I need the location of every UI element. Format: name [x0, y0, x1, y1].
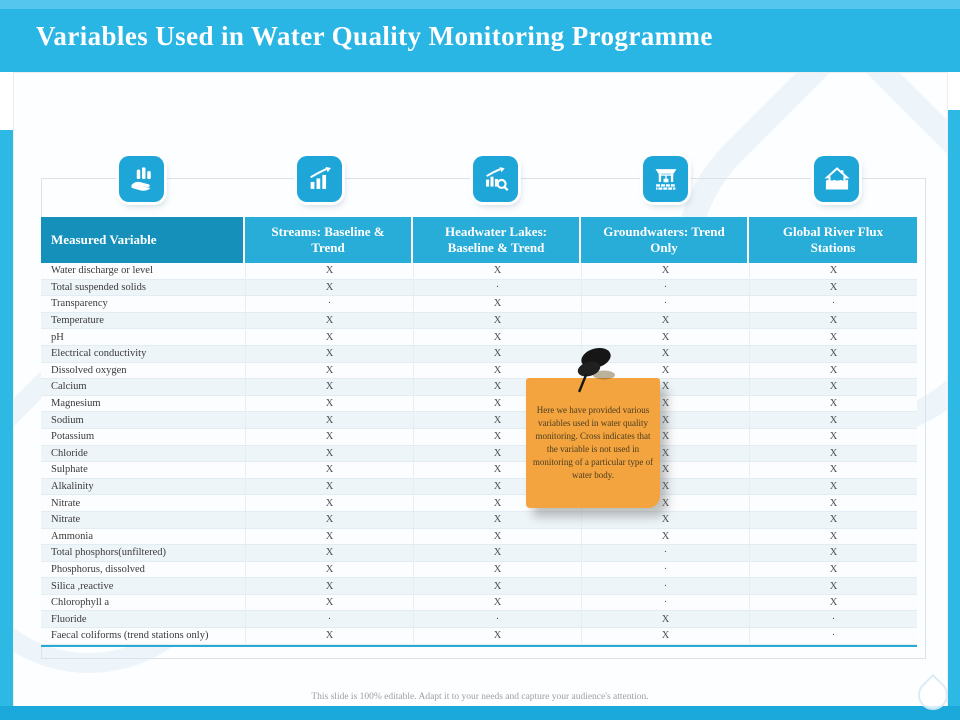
variable-name: Nitrate — [51, 514, 81, 526]
table-row — [41, 495, 917, 512]
headwater-lakes-value: X — [413, 313, 581, 328]
streams-value: X — [245, 512, 413, 527]
table-row — [41, 578, 917, 595]
table-row — [41, 545, 917, 562]
streams-value: X — [245, 413, 413, 428]
headwater-lakes-value: X — [413, 512, 581, 527]
variable-name: Phosphorus, dissolved — [51, 563, 145, 575]
groundwaters-value: X — [581, 446, 749, 461]
headwater-lakes-value: X — [413, 413, 581, 428]
global-river-value: X — [749, 330, 917, 345]
groundwaters-value: X — [581, 628, 749, 643]
streams-value: · — [245, 612, 413, 627]
headwater-lakes-value: X — [413, 296, 581, 311]
right-accent-band — [946, 110, 960, 708]
table-row — [41, 280, 917, 297]
variable-name: Transparency — [51, 298, 108, 310]
table-row — [41, 628, 917, 645]
global-river-value: · — [749, 296, 917, 311]
streams-value: X — [245, 529, 413, 544]
headwater-lakes-value: X — [413, 579, 581, 594]
streams-value: X — [245, 595, 413, 610]
streams-value: X — [245, 429, 413, 444]
variable-name: Dissolved oxygen — [51, 364, 127, 376]
groundwaters-value: X — [581, 346, 749, 361]
flooded-house-icon — [814, 156, 859, 202]
bottom-accent-strip — [0, 706, 960, 720]
table-row — [41, 379, 917, 396]
streams-value: X — [245, 628, 413, 643]
groundwaters-value: X — [581, 479, 749, 494]
variable-name: Temperature — [51, 315, 104, 327]
title-band — [0, 0, 960, 72]
headwater-lakes-value: X — [413, 379, 581, 394]
global-river-value: X — [749, 512, 917, 527]
streams-value: X — [245, 496, 413, 511]
streams-value: X — [245, 313, 413, 328]
variable-name: Faecal coliforms (trend stations only) — [51, 630, 209, 642]
groundwaters-value: X — [581, 429, 749, 444]
variable-name: Silica ,reactive — [51, 580, 114, 592]
groundwaters-value: · — [581, 595, 749, 610]
hand-presenting-chart-icon — [119, 156, 164, 202]
streams-value: X — [245, 330, 413, 345]
streams-value: X — [245, 363, 413, 378]
groundwater-well-icon — [643, 156, 688, 202]
headwater-lakes-value: X — [413, 628, 581, 643]
table-body — [41, 263, 917, 645]
groundwaters-value: X — [581, 313, 749, 328]
chart-analysis-magnifier-icon — [473, 156, 518, 202]
variable-name: Total suspended solids — [51, 281, 146, 293]
streams-value: X — [245, 562, 413, 577]
global-river-value: X — [749, 379, 917, 394]
global-river-value: X — [749, 579, 917, 594]
column-header-streams: Streams: Baseline & Trend — [245, 217, 413, 263]
variable-name: Total phosphors(unfiltered) — [51, 547, 167, 559]
variable-name: Chlorophyll a — [51, 597, 110, 609]
global-river-value: · — [749, 612, 917, 627]
table-row — [41, 562, 917, 579]
headwater-lakes-value: X — [413, 462, 581, 477]
table-row — [41, 429, 917, 446]
streams-value: X — [245, 263, 413, 278]
headwater-lakes-value: · — [413, 612, 581, 627]
streams-value: X — [245, 396, 413, 411]
column-header-headwater-lakes: Headwater Lakes: Baseline & Trend — [413, 217, 581, 263]
headwater-lakes-value: · — [413, 280, 581, 295]
variable-name: Electrical conductivity — [51, 348, 147, 360]
groundwaters-value: X — [581, 330, 749, 345]
global-river-value: X — [749, 479, 917, 494]
groundwaters-value: · — [581, 562, 749, 577]
headwater-lakes-value: X — [413, 396, 581, 411]
global-river-value: X — [749, 313, 917, 328]
headwater-lakes-value: X — [413, 479, 581, 494]
streams-value: X — [245, 462, 413, 477]
column-header-measured-variable: Measured Variable — [41, 217, 245, 263]
table-row — [41, 446, 917, 463]
groundwaters-value: X — [581, 396, 749, 411]
variable-name: Sodium — [51, 414, 84, 426]
table-row — [41, 595, 917, 612]
groundwaters-value: X — [581, 612, 749, 627]
variable-name: Fluoride — [51, 613, 87, 625]
table-row — [41, 529, 917, 546]
variable-name: Sulphate — [51, 464, 88, 476]
table-row — [41, 611, 917, 628]
groundwaters-value: X — [581, 413, 749, 428]
global-river-value: X — [749, 496, 917, 511]
push-pin-icon — [570, 345, 618, 408]
variable-name: pH — [51, 331, 64, 343]
headwater-lakes-value: X — [413, 545, 581, 560]
headwater-lakes-value: X — [413, 446, 581, 461]
headwater-lakes-value: X — [413, 429, 581, 444]
global-river-value: X — [749, 545, 917, 560]
table-row — [41, 512, 917, 529]
table-row — [41, 363, 917, 380]
streams-value: X — [245, 479, 413, 494]
global-river-value: X — [749, 529, 917, 544]
variable-name: Nitrate — [51, 497, 81, 509]
variable-name: Ammonia — [51, 530, 93, 542]
streams-value: X — [245, 446, 413, 461]
column-header-groundwaters: Groundwaters: Trend Only — [581, 217, 749, 263]
bar-chart-growth-icon — [297, 156, 342, 202]
headwater-lakes-value: X — [413, 330, 581, 345]
global-river-value: X — [749, 280, 917, 295]
streams-value: X — [245, 346, 413, 361]
table-row — [41, 346, 917, 363]
groundwaters-value: X — [581, 462, 749, 477]
table-bottom-border — [41, 645, 917, 647]
variable-name: Calcium — [51, 381, 87, 393]
groundwaters-value: · — [581, 280, 749, 295]
headwater-lakes-value: X — [413, 346, 581, 361]
table-row — [41, 462, 917, 479]
headwater-lakes-value: X — [413, 562, 581, 577]
variable-name: Magnesium — [51, 398, 101, 410]
headwater-lakes-value: X — [413, 595, 581, 610]
groundwaters-value: · — [581, 579, 749, 594]
table-row — [41, 313, 917, 330]
table-row — [41, 396, 917, 413]
global-river-value: X — [749, 263, 917, 278]
groundwaters-value: X — [581, 512, 749, 527]
groundwaters-value: X — [581, 529, 749, 544]
footer-note: This slide is 100% editable. Adapt it to your needs and capture your audience's attention. — [311, 692, 649, 702]
table-row — [41, 329, 917, 346]
global-river-value: X — [749, 346, 917, 361]
content-panel — [13, 72, 948, 708]
global-river-value: X — [749, 562, 917, 577]
variable-name: Alkalinity — [51, 481, 94, 493]
streams-value: X — [245, 280, 413, 295]
headwater-lakes-value: X — [413, 363, 581, 378]
variable-name: Water discharge or level — [51, 265, 153, 277]
groundwaters-value: X — [581, 363, 749, 378]
table-row — [41, 296, 917, 313]
global-river-value: · — [749, 628, 917, 643]
headwater-lakes-value: X — [413, 529, 581, 544]
table-row — [41, 479, 917, 496]
global-river-value: X — [749, 446, 917, 461]
streams-value: X — [245, 579, 413, 594]
column-header-global-river: Global River Flux Stations — [749, 217, 917, 263]
headwater-lakes-value: X — [413, 263, 581, 278]
groundwaters-value: X — [581, 263, 749, 278]
headwater-lakes-value: X — [413, 496, 581, 511]
groundwaters-value: X — [581, 496, 749, 511]
global-river-value: X — [749, 462, 917, 477]
global-river-value: X — [749, 363, 917, 378]
streams-value: · — [245, 296, 413, 311]
variable-name: Potassium — [51, 431, 95, 443]
streams-value: X — [245, 545, 413, 560]
groundwaters-value: · — [581, 545, 749, 560]
global-river-value: X — [749, 413, 917, 428]
groundwaters-value: X — [581, 379, 749, 394]
groundwaters-value: · — [581, 296, 749, 311]
variable-name: Chloride — [51, 447, 88, 459]
table-row — [41, 263, 917, 280]
global-river-value: X — [749, 396, 917, 411]
global-river-value: X — [749, 429, 917, 444]
sticky-note-text: Here we have provided various variables used in water quality monitoring. Cross indicates that the variable is not used in monitoring of a particular type of water body. — [532, 405, 654, 480]
table-row — [41, 412, 917, 429]
page-title: Variables Used in Water Quality Monitoring Programme — [36, 21, 713, 51]
streams-value: X — [245, 379, 413, 394]
global-river-value: X — [749, 595, 917, 610]
left-accent-band — [0, 130, 13, 708]
table-header-row — [41, 217, 917, 263]
